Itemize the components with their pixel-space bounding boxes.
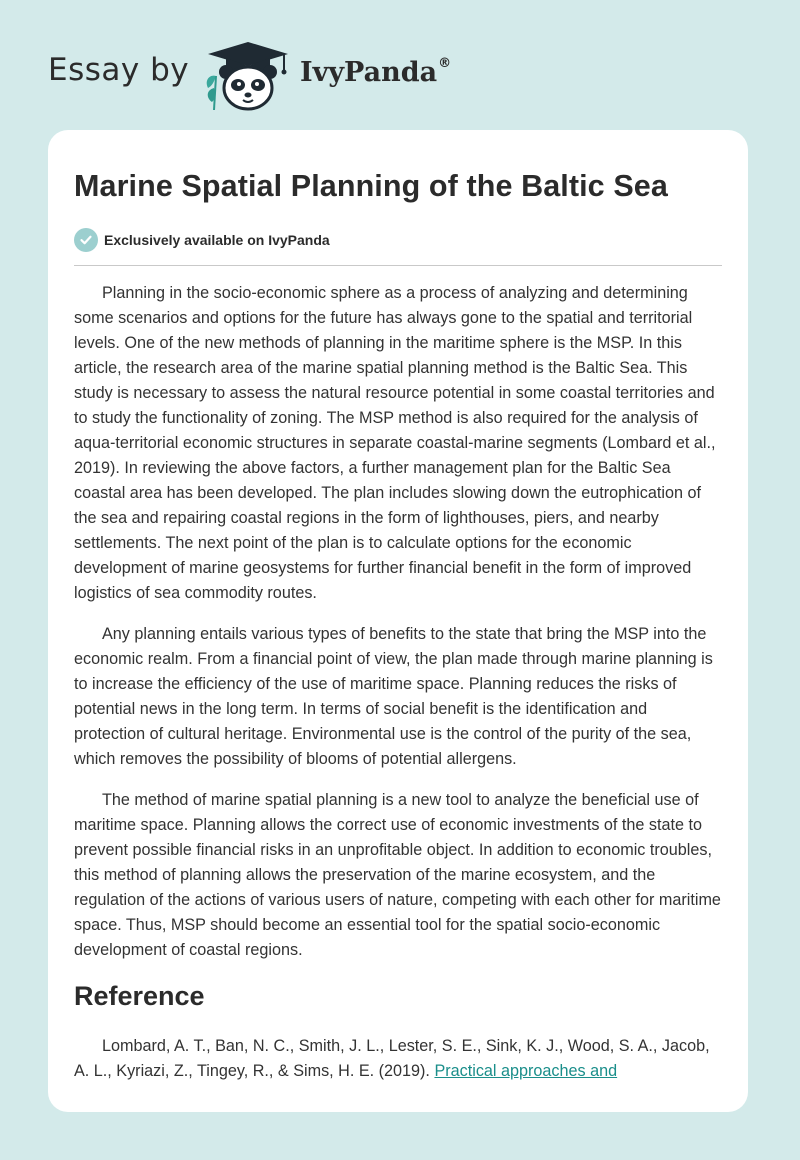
site-header — [48, 36, 748, 116]
reference-heading: Reference — [74, 981, 205, 1011]
brand-name[interactable] — [300, 56, 451, 88]
panda-logo-icon[interactable] — [200, 36, 296, 112]
reference-text: Lombard, A. T., Ban, N. C., Smith, J. L., Lester, S. E., Sink, K. J., Wood, S. A., Jacob, A. L., Kyriazi, Z., Tingey, R., & Sims, H. E. (2019). — [74, 1037, 710, 1080]
paragraph-2: Any planning entails various types of benefits to the state that bring the MSP into the economic realm. From a financial point of view, the plan made through marine planning is to increase the efficiency of the use of maritime space. Planning reduces the risks of potential news in the long term. In terms of social benefit is the identification and protection of cultural heritage. Environmental use is the control of the purity of the sea, which removes the possibility of blooms of potential allergens. — [74, 625, 713, 768]
article-card — [48, 130, 748, 1112]
exclusive-badge — [74, 227, 722, 253]
paragraph-1: Planning in the socio-economic sphere as a process of analyzing and determining some scenarios and options for the future has always gone to the spatial and territorial levels. One of the new methods of planning in the maritime sphere is the MSP. In this article, the research area of the marine spatial planning method is the Baltic Sea. This study is necessary to assess the natural resource potential in some coastal territories and to study the functionality of zoning. The MSP method is also required for the analysis of aqua-territorial economic structures in separate coastal-marine segments (Lombard et al., 2019). In reviewing the above factors, a further management plan for the Baltic Sea coastal area has been developed. The plan includes slowing down the eutrophication of the sea and repairing coastal regions in the form of lighthouses, piers, and nearby settlements. The next point of the plan is to calculate options for the economic development of marine geosystems for further financial benefit in the form of improved logistics of sea commodity routes. — [74, 284, 716, 602]
divider — [74, 265, 722, 266]
brand-label: IvyPanda — [300, 57, 438, 88]
reference-link[interactable]: Practical approaches and — [434, 1062, 618, 1080]
checkmark-icon — [74, 228, 98, 252]
exclusive-badge-text: Exclusively available on IvyPanda — [104, 232, 330, 248]
paragraph-3: The method of marine spatial planning is a new tool to analyze the beneficial use of maritime space. Planning allows the correct use of economic investments of the state to prevent possible financial risks in an unprofitable object. In addition to economic troubles, this method of planning allows the preservation of the marine ecosystem, and the regulation of the actions of various users of nature, competing with each other for maritime space. Thus, MSP should become an essential tool for the spatial socio-economic development of coastal regions. — [74, 791, 721, 959]
reference-entry — [74, 1034, 722, 1084]
registered-mark: ® — [438, 56, 452, 71]
essay-by-label: Essay by — [48, 52, 190, 88]
article-title: Marine Spatial Planning of the Baltic Sea — [74, 169, 668, 203]
